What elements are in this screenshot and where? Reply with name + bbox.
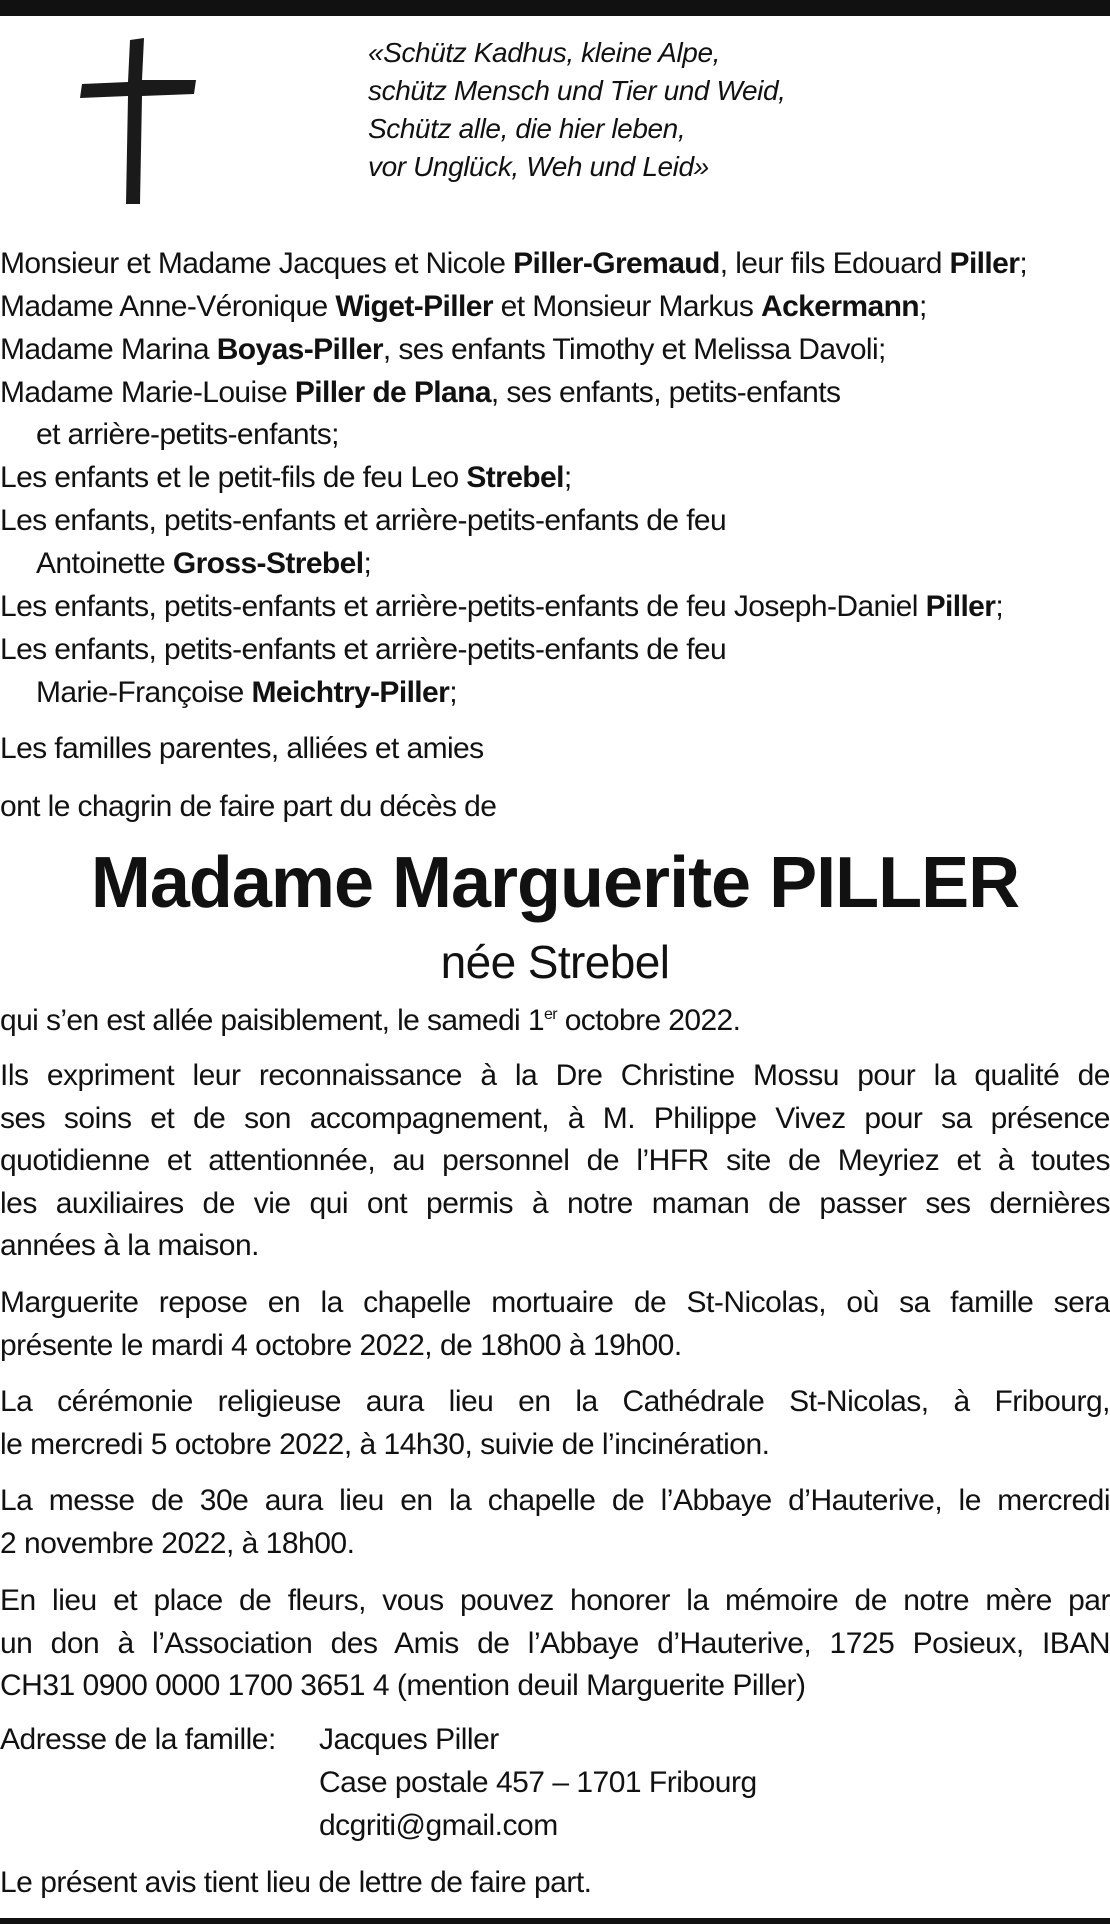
text: Antoinette	[36, 547, 173, 580]
para-line: Ils expriment leur reconnaissance à la Dre Christine Mossu pour la qualité de	[0, 1059, 1110, 1092]
text: Marie-Françoise	[36, 676, 252, 709]
text: , leur fils Edouard	[719, 247, 950, 280]
vigil-paragraph	[0, 1282, 1110, 1367]
text: qui s’en est allée paisiblement, le samedi 1	[0, 1004, 544, 1037]
para-line: En lieu et place de fleurs, vous pouvez honorer la mémoire de notre mère par	[0, 1584, 1110, 1617]
text: Monsieur et Madame Jacques et Nicole	[0, 247, 514, 280]
relatives-line: et arrière-petits-enfants;	[36, 418, 339, 451]
relatives-line	[0, 586, 1110, 628]
address-email[interactable]: dcgriti@gmail.com	[319, 1809, 558, 1842]
surname: Piller de Plana	[294, 376, 491, 409]
relatives-line	[0, 457, 1110, 499]
para-line: La messe de 30e aura lieu en la chapelle de l’Abbaye d’Hauterive, le mercredi	[0, 1484, 1110, 1517]
surname: Wiget-Piller	[335, 290, 493, 323]
poem-line: «Schütz Kadhus, kleine Alpe,	[368, 37, 720, 68]
poem-line: Schütz alle, die hier leben,	[368, 113, 686, 144]
surname: Piller	[949, 247, 1020, 280]
para-line: CH31 0900 0000 1700 3651 4 (mention deuil Marguerite Piller)	[0, 1669, 806, 1702]
bottom-border	[0, 1918, 1110, 1924]
maiden-name: née Strebel	[440, 936, 670, 988]
para-line: années à la maison.	[0, 1229, 260, 1262]
text: ;	[449, 676, 457, 709]
text: Madame Anne-Véronique	[0, 290, 336, 323]
text: Madame Marina	[0, 333, 217, 366]
relatives-line	[0, 329, 1110, 371]
mass-paragraph	[0, 1480, 1110, 1565]
text: Les enfants, petits-enfants et arrière-petits-enfants de feu Joseph-Daniel	[0, 590, 926, 623]
text: ;	[919, 290, 927, 323]
relatives-line: Les familles parentes, alliées et amies	[0, 732, 484, 765]
text: ;	[363, 547, 372, 580]
surname: Strebel	[466, 461, 564, 494]
relatives-line	[0, 672, 1110, 714]
top-border	[0, 0, 1110, 16]
relatives-line: Les enfants, petits-enfants et arrière-petits-enfants de feu	[0, 504, 727, 537]
surname: Piller	[925, 590, 996, 623]
para-line: quotidienne et attentionnée, au personnel de l’HFR site de Meyriez et à toutes	[0, 1144, 1110, 1177]
relatives-line	[0, 286, 1110, 328]
surname: Gross-Strebel	[172, 547, 364, 580]
cross-icon	[78, 38, 198, 204]
text: octobre 2022.	[556, 1004, 741, 1037]
footer-note: Le présent avis tient lieu de lettre de faire part.	[0, 1866, 592, 1899]
para-line: Marguerite repose en la chapelle mortuaire de St-Nicolas, où sa famille sera	[0, 1286, 1110, 1319]
surname: Meichtry-Piller	[251, 676, 450, 709]
text: et Monsieur Markus	[492, 290, 762, 323]
text: , ses enfants, petits-enfants	[490, 376, 841, 409]
para-line: La cérémonie religieuse aura lieu en la Cathédrale St-Nicolas, à Fribourg,	[0, 1385, 1110, 1418]
para-line: ses soins et de son accompagnement, à M. Philippe Vivez pour sa présence	[0, 1101, 1110, 1135]
text: ;	[995, 590, 1004, 623]
thanks-paragraph	[0, 1055, 1110, 1268]
text: ;	[1019, 247, 1028, 280]
text: ;	[563, 461, 572, 494]
text: Les enfants et le petit-fils de feu Leo	[0, 461, 467, 494]
para-line: le mercredi 5 octobre 2022, à 14h30, suivie de l’incinération.	[0, 1427, 770, 1461]
ceremony-paragraph	[0, 1381, 1110, 1466]
surname: Boyas-Piller	[216, 333, 383, 366]
poem	[368, 34, 786, 186]
deceased-name: Madame Marguerite PILLER	[90, 843, 1020, 923]
surname: Ackermann	[761, 290, 920, 323]
text: Madame Marie-Louise	[0, 376, 295, 409]
relatives-line	[0, 543, 1110, 585]
poem-line: vor Unglück, Weh und Leid»	[368, 151, 709, 182]
ordinal-suffix: er	[543, 1006, 557, 1023]
poem-line: schütz Mensch und Tier und Weid,	[368, 75, 786, 106]
para-line: un don à l’Association des Amis de l’Abbaye d’Hauterive, 1725 Posieux, IBAN	[0, 1626, 1110, 1660]
surname: Piller-Gremaud	[513, 247, 720, 280]
address-name: Jacques Piller	[319, 1723, 499, 1756]
para-line: 2 novembre 2022, à 18h00.	[0, 1526, 355, 1560]
death-date-line	[0, 1000, 1110, 1042]
text: , ses enfants Timothy et Melissa Davoli;	[382, 333, 886, 366]
relatives-line	[0, 243, 1110, 285]
relatives-line: Les enfants, petits-enfants et arrière-petits-enfants de feu	[0, 633, 727, 666]
relatives-line	[0, 372, 1110, 414]
address-postal: Case postale 457 – 1701 Fribourg	[319, 1766, 757, 1799]
para-line: les auxiliaires de vie qui ont permis à notre maman de passer ses dernières	[0, 1186, 1110, 1220]
para-line: présente le mardi 4 octobre 2022, de 18h00 à 19h00.	[0, 1328, 682, 1362]
announcement-line: ont le chagrin de faire part du décès de	[0, 790, 497, 823]
address-label: Adresse de la famille:	[0, 1723, 276, 1756]
donation-paragraph	[0, 1580, 1110, 1708]
